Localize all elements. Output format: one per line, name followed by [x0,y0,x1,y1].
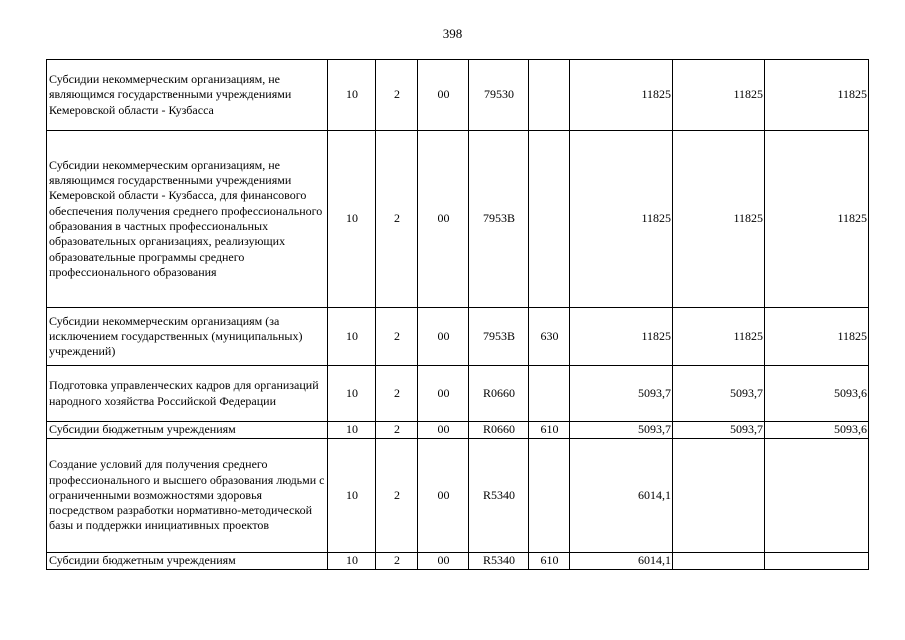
amount-1-cell: 5093,7 [570,422,673,439]
page-number: 398 [442,26,463,41]
section-cell: 10 [328,422,376,439]
table-row [47,366,869,422]
program-cell: 00 [418,308,469,366]
table-row [47,422,869,439]
row-name: Субсидии некоммерческим организациям, не являющимся государственными учреждениями Кемеровской области - Кузбасса, для финансового обеспечения получения среднего профессионального образования в частных профессиональных образовательных организациях, реализующих образовательные программы среднего профессионального образования [47,131,328,308]
amount-3-cell: 5093,6 [765,366,869,422]
program-cell: 00 [418,439,469,553]
code-cell: R0660 [469,366,529,422]
amount-3-cell: 11825 [765,131,869,308]
section-cell: 10 [328,308,376,366]
amount-2-cell: 11825 [673,131,765,308]
code-cell: 7953В [469,131,529,308]
amount-3-cell: 5093,6 [765,422,869,439]
amount-3-cell: 11825 [765,308,869,366]
type-cell: 610 [529,422,570,439]
amount-2-cell [673,439,765,553]
amount-1-cell: 11825 [570,308,673,366]
row-name: Подготовка управленческих кадров для организаций народного хозяйства Российской Федерации [47,366,328,422]
program-cell: 00 [418,422,469,439]
type-cell [529,439,570,553]
table-row [47,131,869,308]
row-name: Субсидии некоммерческим организациям (за исключением государственных (муниципальных) учреждений) [47,308,328,366]
amount-1-cell: 5093,7 [570,366,673,422]
subsection-cell: 2 [376,131,418,308]
amount-1-cell: 11825 [570,131,673,308]
amount-3-cell [765,439,869,553]
budget-table [46,59,869,570]
program-cell: 00 [418,553,469,570]
type-cell [529,131,570,308]
amount-2-cell [673,553,765,570]
subsection-cell: 2 [376,439,418,553]
code-cell: 7953В [469,308,529,366]
subsection-cell: 2 [376,553,418,570]
section-cell: 10 [328,366,376,422]
section-cell: 10 [328,553,376,570]
row-name: Субсидии бюджетным учреждениям [47,422,328,439]
amount-2-cell: 11825 [673,308,765,366]
table-row [47,439,869,553]
row-name: Субсидии некоммерческим организациям, не являющимся государственными учреждениями Кемеровской области - Кузбасса [47,60,328,131]
table-row [47,60,869,131]
amount-2-cell: 5093,7 [673,422,765,439]
amount-3-cell [765,553,869,570]
section-cell: 10 [328,60,376,131]
program-cell: 00 [418,60,469,131]
type-cell [529,366,570,422]
row-name: Субсидии бюджетным учреждениям [47,553,328,570]
amount-1-cell: 11825 [570,60,673,131]
code-cell: 79530 [469,60,529,131]
subsection-cell: 2 [376,308,418,366]
row-name: Создание условий для получения среднего профессионального и высшего образования людьми с ограниченными возможностями здоровья посредством разработки нормативно-методической базы и поддержки инициативных проектов [47,439,328,553]
amount-1-cell: 6014,1 [570,439,673,553]
table-row [47,308,869,366]
table-row [47,553,869,570]
amount-2-cell: 11825 [673,60,765,131]
program-cell: 00 [418,131,469,308]
subsection-cell: 2 [376,422,418,439]
type-cell: 630 [529,308,570,366]
subsection-cell: 2 [376,60,418,131]
code-cell: R0660 [469,422,529,439]
section-cell: 10 [328,131,376,308]
amount-3-cell: 11825 [765,60,869,131]
section-cell: 10 [328,439,376,553]
code-cell: R5340 [469,439,529,553]
amount-1-cell: 6014,1 [570,553,673,570]
type-cell: 610 [529,553,570,570]
amount-2-cell: 5093,7 [673,366,765,422]
type-cell [529,60,570,131]
subsection-cell: 2 [376,366,418,422]
code-cell: R5340 [469,553,529,570]
program-cell: 00 [418,366,469,422]
